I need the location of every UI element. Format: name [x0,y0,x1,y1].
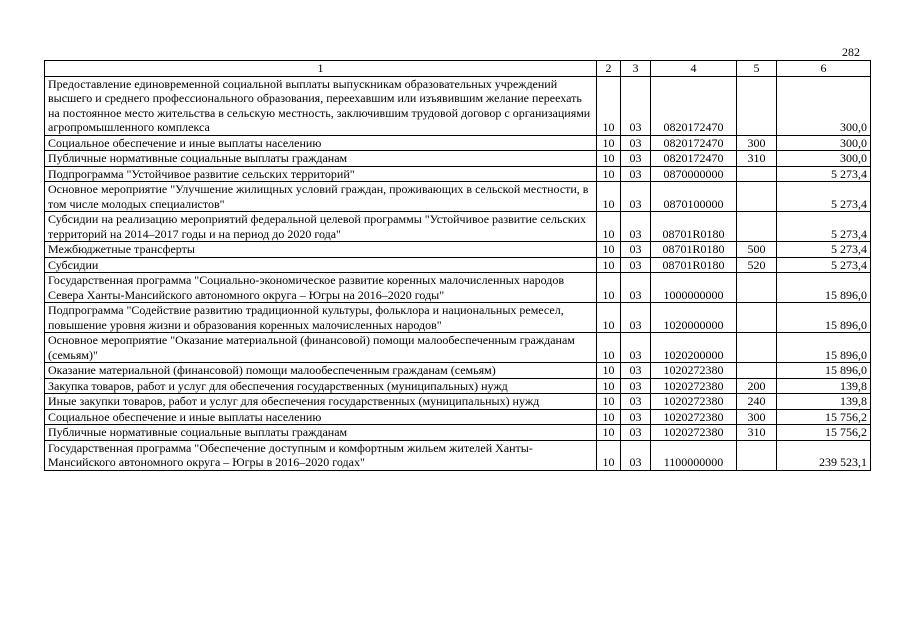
row-amount-cell: 239 523,1 [777,440,871,470]
table-row [45,363,871,379]
row-amount-cell: 15 896,0 [777,363,871,379]
row-name-cell: Социальное обеспечение и иные выплаты населению [45,409,597,425]
table-row [45,409,871,425]
row-name-cell: Основное мероприятие "Улучшение жилищных условий граждан, проживающих в сельской местности, в том числе молодых специалистов" [45,182,597,212]
row-name-cell: Подпрограмма "Содействие развитию традиционной культуры, фольклора и национальных ремесел, повышение уровня жизни и образования коренных малочисленных народов" [45,303,597,333]
table-row [45,182,871,212]
row-section-cell: 10 [597,303,621,333]
row-target-article-cell: 08701R0180 [651,212,737,242]
row-section-cell: 10 [597,166,621,182]
row-expense-type-cell: 300 [737,135,777,151]
table-row [45,273,871,303]
table-row [45,378,871,394]
row-expense-type-cell: 300 [737,409,777,425]
row-expense-type-cell: 310 [737,151,777,167]
row-target-article-cell: 0870000000 [651,166,737,182]
row-target-article-cell: 1000000000 [651,273,737,303]
row-subsection-cell: 03 [621,440,651,470]
row-target-article-cell: 1020272380 [651,394,737,410]
row-subsection-cell: 03 [621,394,651,410]
row-amount-cell: 5 273,4 [777,212,871,242]
column-header-name: 1 [45,61,597,77]
row-subsection-cell: 03 [621,363,651,379]
table-row [45,76,871,135]
row-expense-type-cell [737,212,777,242]
table-row [45,303,871,333]
row-target-article-cell: 1020272380 [651,363,737,379]
row-target-article-cell: 1100000000 [651,440,737,470]
budget-table [44,60,871,471]
row-section-cell: 10 [597,76,621,135]
row-name-cell: Иные закупки товаров, работ и услуг для обеспечения государственных (муниципальных) нужд [45,394,597,410]
row-subsection-cell: 03 [621,182,651,212]
row-name-cell: Закупка товаров, работ и услуг для обеспечения государственных (муниципальных) нужд [45,378,597,394]
table-body [45,76,871,470]
table-row [45,394,871,410]
row-section-cell: 10 [597,257,621,273]
row-amount-cell: 300,0 [777,76,871,135]
row-amount-cell: 5 273,4 [777,182,871,212]
row-section-cell: 10 [597,425,621,441]
row-target-article-cell: 0820172470 [651,135,737,151]
table-row [45,166,871,182]
row-subsection-cell: 03 [621,242,651,258]
row-expense-type-cell: 500 [737,242,777,258]
row-section-cell: 10 [597,212,621,242]
row-section-cell: 10 [597,333,621,363]
row-name-cell: Публичные нормативные социальные выплаты гражданам [45,151,597,167]
row-section-cell: 10 [597,440,621,470]
row-expense-type-cell [737,273,777,303]
row-expense-type-cell [737,166,777,182]
row-subsection-cell: 03 [621,135,651,151]
row-subsection-cell: 03 [621,76,651,135]
row-target-article-cell: 1020272380 [651,425,737,441]
row-target-article-cell: 1020272380 [651,378,737,394]
page-number: 282 [842,45,860,59]
row-target-article-cell: 08701R0180 [651,242,737,258]
row-subsection-cell: 03 [621,166,651,182]
table-row [45,257,871,273]
row-amount-cell: 5 273,4 [777,166,871,182]
row-name-cell: Предоставление единовременной социальной выплаты выпускникам образовательных учреждений высшего и среднего профессионального образования, переехавшим или изъявившим желание переехать на постоянное место жительства в сельскую местность, заключившим трудовой договор с организациями агропромышленного комплекса [45,76,597,135]
row-section-cell: 10 [597,273,621,303]
row-subsection-cell: 03 [621,378,651,394]
row-section-cell: 10 [597,135,621,151]
row-amount-cell: 300,0 [777,135,871,151]
row-name-cell: Субсидии на реализацию мероприятий федеральной целевой программы "Устойчивое развитие сельских территорий на 2014–2017 годы и на период до 2020 года" [45,212,597,242]
row-target-article-cell: 08701R0180 [651,257,737,273]
row-expense-type-cell: 200 [737,378,777,394]
row-amount-cell: 15 756,2 [777,425,871,441]
row-target-article-cell: 0820172470 [651,151,737,167]
row-amount-cell: 15 896,0 [777,273,871,303]
row-name-cell: Межбюджетные трансферты [45,242,597,258]
row-section-cell: 10 [597,394,621,410]
row-section-cell: 10 [597,378,621,394]
row-name-cell: Социальное обеспечение и иные выплаты населению [45,135,597,151]
row-target-article-cell: 0870100000 [651,182,737,212]
row-subsection-cell: 03 [621,257,651,273]
row-expense-type-cell [737,182,777,212]
row-subsection-cell: 03 [621,333,651,363]
table-row [45,242,871,258]
column-header-target-article: 4 [651,61,737,77]
table-row [45,151,871,167]
row-target-article-cell: 1020272380 [651,409,737,425]
row-name-cell: Государственная программа "Социально-экономическое развитие коренных малочисленных народов Севера Ханты-Мансийского автономного округа – Югры на 2016–2020 годы" [45,273,597,303]
row-expense-type-cell [737,76,777,135]
row-name-cell: Оказание материальной (финансовой) помощи малообеспеченным гражданам (семьям) [45,363,597,379]
row-expense-type-cell [737,363,777,379]
row-subsection-cell: 03 [621,212,651,242]
row-subsection-cell: 03 [621,151,651,167]
row-target-article-cell: 0820172470 [651,76,737,135]
row-amount-cell: 5 273,4 [777,242,871,258]
row-name-cell: Основное мероприятие "Оказание материальной (финансовой) помощи малообеспеченным гражданам (семьям)" [45,333,597,363]
row-name-cell: Публичные нормативные социальные выплаты гражданам [45,425,597,441]
row-amount-cell: 5 273,4 [777,257,871,273]
row-amount-cell: 139,8 [777,394,871,410]
row-amount-cell: 139,8 [777,378,871,394]
row-amount-cell: 300,0 [777,151,871,167]
row-expense-type-cell [737,333,777,363]
column-header-expense-type: 5 [737,61,777,77]
row-amount-cell: 15 756,2 [777,409,871,425]
row-target-article-cell: 1020000000 [651,303,737,333]
row-subsection-cell: 03 [621,425,651,441]
row-expense-type-cell: 240 [737,394,777,410]
row-expense-type-cell [737,440,777,470]
column-header-section: 2 [597,61,621,77]
row-section-cell: 10 [597,363,621,379]
row-section-cell: 10 [597,182,621,212]
row-section-cell: 10 [597,409,621,425]
row-section-cell: 10 [597,151,621,167]
table-row [45,333,871,363]
row-target-article-cell: 1020200000 [651,333,737,363]
row-name-cell: Субсидии [45,257,597,273]
row-name-cell: Государственная программа "Обеспечение доступным и комфортным жильем жителей Ханты-Мансийского автономного округа – Югры в 2016–2020 годах" [45,440,597,470]
row-amount-cell: 15 896,0 [777,333,871,363]
row-subsection-cell: 03 [621,273,651,303]
row-subsection-cell: 03 [621,409,651,425]
table-row [45,212,871,242]
row-amount-cell: 15 896,0 [777,303,871,333]
row-expense-type-cell: 310 [737,425,777,441]
row-expense-type-cell: 520 [737,257,777,273]
table-row [45,425,871,441]
row-subsection-cell: 03 [621,303,651,333]
table-header-row [45,61,871,77]
column-header-subsection: 3 [621,61,651,77]
column-header-amount: 6 [777,61,871,77]
row-section-cell: 10 [597,242,621,258]
row-expense-type-cell [737,303,777,333]
table-row [45,135,871,151]
row-name-cell: Подпрограмма "Устойчивое развитие сельских территорий" [45,166,597,182]
table-row [45,440,871,470]
